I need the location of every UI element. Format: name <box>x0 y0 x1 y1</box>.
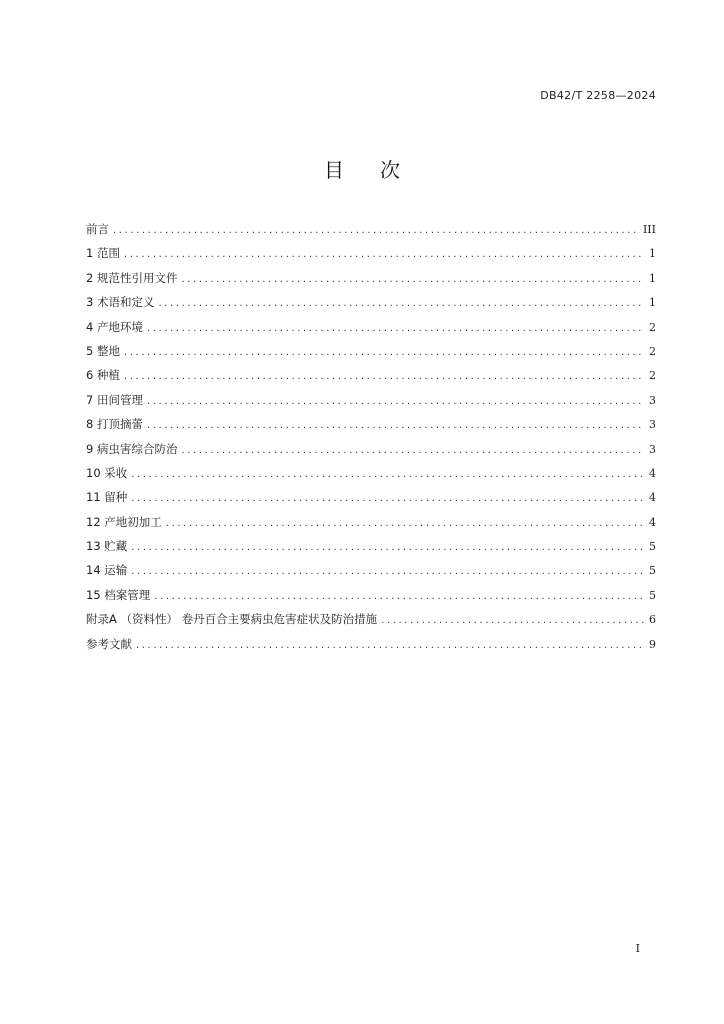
toc-entry[interactable] <box>86 465 656 489</box>
toc-entry[interactable] <box>86 294 656 318</box>
toc-entry-page: 2 <box>649 320 656 334</box>
toc-entry-page: 5 <box>649 588 656 602</box>
toc-entry-label: 12 产地初加工 <box>86 514 162 529</box>
toc-entry-label: 参考文献 <box>86 636 132 651</box>
toc-entry[interactable] <box>86 270 656 294</box>
toc-entry-page: 4 <box>649 466 656 480</box>
toc-entry[interactable] <box>86 416 656 440</box>
toc-entry-label: 8 打顶摘蕾 <box>86 417 143 432</box>
toc-entry-label: 2 规范性引用文件 <box>86 270 178 285</box>
toc-entry[interactable] <box>86 319 656 343</box>
toc-entry-label: 1 范围 <box>86 246 120 261</box>
toc-entry-page: 5 <box>649 540 656 554</box>
toc-leader-dots <box>147 321 644 337</box>
toc-entry[interactable] <box>86 343 656 367</box>
toc-entry-label: 附录A （资料性） 卷丹百合主要病虫危害症状及防治措施 <box>86 612 378 627</box>
toc-entry-label: 4 产地环境 <box>86 319 143 334</box>
toc-entry[interactable] <box>86 392 656 416</box>
toc-leader-dots <box>181 443 644 459</box>
page-number: I <box>635 942 640 955</box>
toc-entry[interactable] <box>86 441 656 465</box>
toc-leader-dots <box>136 638 644 654</box>
toc-entry-page: 5 <box>649 564 656 578</box>
toc-entry-page: 2 <box>649 369 656 383</box>
toc-entry-label: 13 贮藏 <box>86 539 128 554</box>
toc-leader-dots <box>166 516 644 532</box>
toc-leader-dots <box>124 369 644 385</box>
toc-entry[interactable] <box>86 245 656 269</box>
toc-entry-label: 前言 <box>86 222 109 236</box>
toc-leader-dots <box>154 589 644 605</box>
toc-entry-page: III <box>642 223 656 236</box>
toc-entry[interactable] <box>86 514 656 538</box>
toc-entry-label: 11 留种 <box>86 490 128 505</box>
toc-entry-label: 9 病虫害综合防治 <box>86 441 178 456</box>
toc-entry-label: 15 档案管理 <box>86 587 151 602</box>
toc-entry[interactable] <box>86 221 656 245</box>
toc-entry-page: 9 <box>649 637 656 651</box>
toc-entry-label: 3 术语和定义 <box>86 295 155 310</box>
toc-entry[interactable] <box>86 367 656 391</box>
toc-entry[interactable] <box>86 489 656 513</box>
toc-leader-dots <box>124 247 644 263</box>
toc-leader-dots <box>131 540 644 556</box>
toc-entry-label: 14 运输 <box>86 563 128 578</box>
toc-entry-page: 6 <box>649 613 656 627</box>
toc-leader-dots <box>131 467 644 483</box>
toc-entry-page: 1 <box>649 271 656 285</box>
table-of-contents <box>86 221 656 660</box>
toc-entry-page: 3 <box>649 418 656 432</box>
toc-entry[interactable] <box>86 611 656 635</box>
toc-leader-dots <box>147 394 644 410</box>
toc-leader-dots <box>113 223 639 239</box>
toc-entry-page: 3 <box>649 442 656 456</box>
toc-entry[interactable] <box>86 562 656 586</box>
toc-entry-label: 10 采收 <box>86 465 128 480</box>
title-char-2: 次 <box>380 158 400 182</box>
toc-leader-dots <box>124 345 644 361</box>
toc-entry-page: 4 <box>649 515 656 529</box>
toc-entry-label: 7 田间管理 <box>86 392 143 407</box>
toc-entry[interactable] <box>86 636 656 660</box>
toc-entry-page: 4 <box>649 491 656 505</box>
toc-leader-dots <box>381 613 644 629</box>
toc-entry-label: 5 整地 <box>86 343 120 358</box>
toc-leader-dots <box>131 564 644 580</box>
toc-leader-dots <box>131 491 644 507</box>
toc-entry[interactable] <box>86 538 656 562</box>
toc-entry-label: 6 种植 <box>86 368 120 383</box>
toc-entry[interactable] <box>86 587 656 611</box>
toc-entry-page: 1 <box>649 247 656 261</box>
title-char-1: 目 <box>324 158 344 182</box>
page-title <box>0 154 724 183</box>
document-code: DB42/T 2258—2024 <box>540 89 656 102</box>
toc-leader-dots <box>181 272 644 288</box>
toc-leader-dots <box>158 296 644 312</box>
toc-entry-page: 2 <box>649 344 656 358</box>
toc-entry-page: 3 <box>649 393 656 407</box>
toc-entry-page: 1 <box>649 296 656 310</box>
toc-leader-dots <box>147 418 644 434</box>
